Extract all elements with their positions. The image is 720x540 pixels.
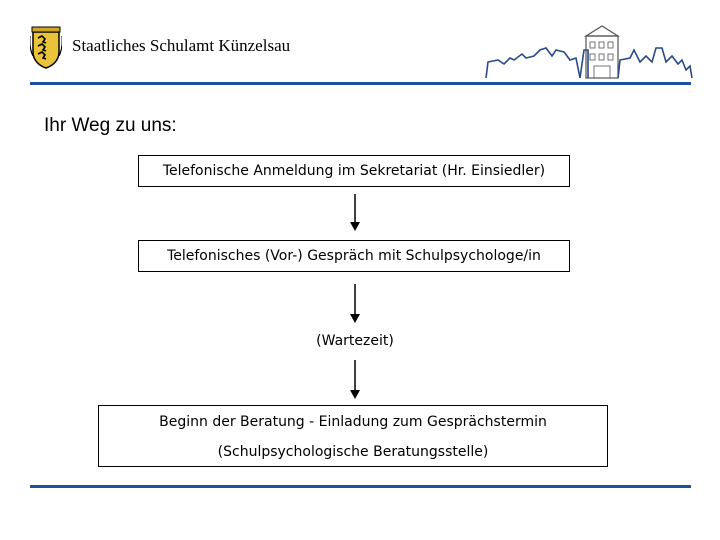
- header-title: Staatliches Schulamt Künzelsau: [72, 36, 291, 55]
- flow-step-phone-registration: Telefonische Anmeldung im Sekretariat (Hr. Einsiedler): [138, 155, 570, 187]
- flow-step-preliminary-call: Telefonisches (Vor-) Gespräch mit Schulpsychologe/in: [138, 240, 570, 272]
- footer-divider: [30, 485, 691, 488]
- flow-step-counseling-label: Beginn der Beratung - Einladung zum Gesprächstermin: [159, 414, 547, 430]
- header-divider: [30, 82, 691, 85]
- flow-step-counseling-sublabel: (Schulpsychologische Beratungsstelle): [217, 444, 489, 460]
- coat-of-arms-icon: [30, 26, 62, 70]
- down-arrow-icon: [345, 284, 365, 324]
- down-arrow-icon: [345, 194, 365, 232]
- section-title: Ihr Weg zu uns:: [44, 115, 177, 136]
- down-arrow-icon: [345, 360, 365, 400]
- flow-step-waiting-time: (Wartezeit): [316, 333, 394, 349]
- town-skyline-icon: [484, 20, 694, 82]
- flow-step-counseling-start: [98, 405, 608, 467]
